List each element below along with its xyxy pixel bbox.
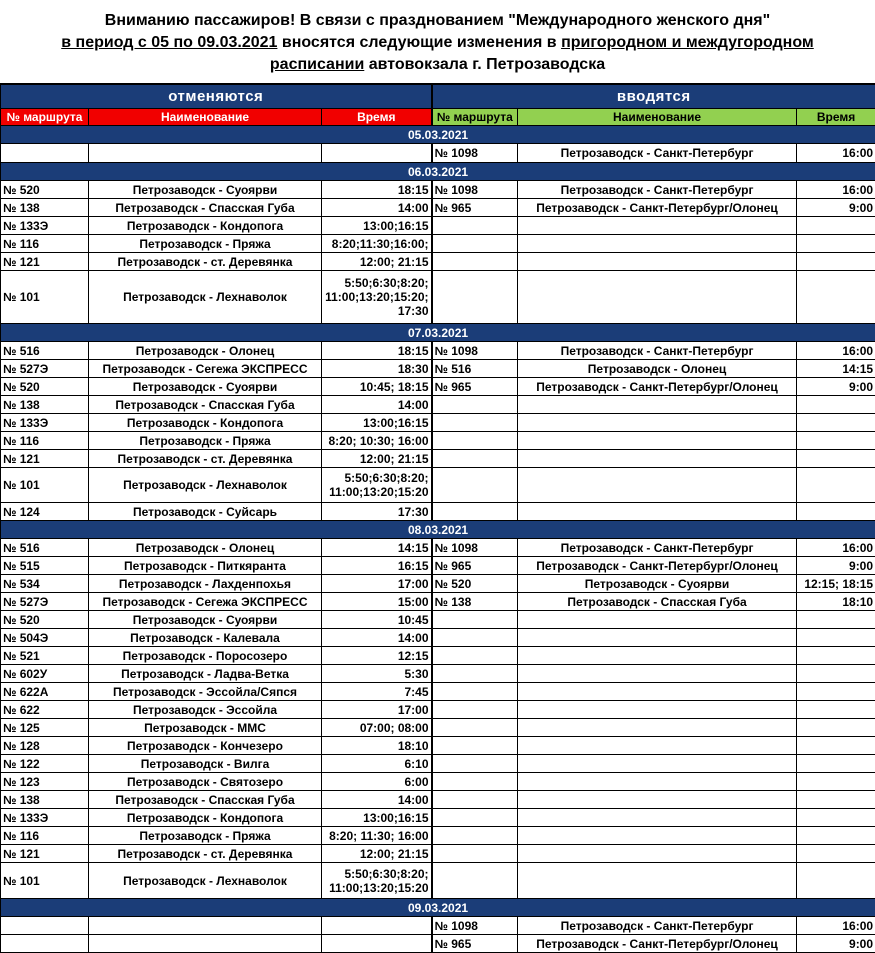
introduced-time: [797, 235, 875, 253]
introduced-route-no: [432, 414, 518, 432]
cancelled-time: 8:20;11:30;16:00;: [322, 235, 432, 253]
notice-line-1-text: Вниманию пассажиров! В связи с празднованием "Международного женского дня": [105, 12, 770, 29]
date-label: 08.03.2021: [1, 521, 875, 539]
cancelled-time: 07:00; 08:00: [322, 719, 432, 737]
introduced-route-name: [518, 611, 797, 629]
introduced-route-no: № 516: [432, 360, 518, 378]
cancelled-time: 12:00; 21:15: [322, 845, 432, 863]
table-row: [1, 917, 875, 935]
cancelled-route-name: Петрозаводск - Суоярви: [89, 611, 322, 629]
cancelled-route-name: Петрозаводск - Пряжа: [89, 235, 322, 253]
cancelled-time: 12:00; 21:15: [322, 253, 432, 271]
introduced-route-no-header: № маршрута: [432, 109, 518, 126]
table-row: [1, 396, 875, 414]
notice-line-1: [0, 11, 875, 30]
cancelled-time: [322, 863, 432, 899]
cancelled-route-no: № 520: [1, 611, 89, 629]
cancelled-route-no: № 504Э: [1, 629, 89, 647]
table-row: [1, 557, 875, 575]
introduced-time: 16:00: [797, 539, 875, 557]
introduced-route-name: [518, 791, 797, 809]
cancelled-route-name: Петрозаводск - Олонец: [89, 342, 322, 360]
date-row: [1, 126, 875, 144]
cancelled-route-no: № 124: [1, 503, 89, 521]
introduced-time: [797, 503, 875, 521]
table-row: [1, 253, 875, 271]
cancelled-route-name: [89, 935, 322, 953]
cancelled-time: 14:15: [322, 539, 432, 557]
table-row: [1, 450, 875, 468]
introduced-route-name: [518, 629, 797, 647]
table-row: [1, 342, 875, 360]
introduced-time: 16:00: [797, 342, 875, 360]
cancelled-time: 6:10: [322, 755, 432, 773]
cancelled-route-name: Петрозаводск - Спасская Губа: [89, 791, 322, 809]
table-row: [1, 144, 875, 163]
cancelled-route-no: № 125: [1, 719, 89, 737]
introduced-route-no: [432, 791, 518, 809]
notice-line-3: [0, 55, 875, 74]
cancelled-route-name: Петрозаводск - Святозеро: [89, 773, 322, 791]
introduced-name-header: Наименование: [518, 109, 797, 126]
table-row: [1, 629, 875, 647]
introduced-route-name: Петрозаводск - Санкт-Петербург: [518, 342, 797, 360]
introduced-route-no: [432, 827, 518, 845]
table-row: [1, 539, 875, 557]
date-label: 09.03.2021: [1, 899, 875, 917]
introduced-time: 9:00: [797, 935, 875, 953]
schedule-changes-table: [0, 84, 875, 953]
table-row: [1, 235, 875, 253]
cancelled-route-no: № 138: [1, 199, 89, 217]
notice-header: [0, 0, 875, 84]
introduced-route-name: Петрозаводск - Санкт-Петербург: [518, 144, 797, 163]
introduced-time: [797, 773, 875, 791]
cancelled-time-line: 11:00;13:20;15:20: [324, 485, 429, 499]
introduced-time: [797, 683, 875, 701]
introduced-time: [797, 217, 875, 235]
introduced-route-no: № 1098: [432, 917, 518, 935]
cancelled-route-name: Петрозаводск - Лехнаволок: [89, 468, 322, 503]
introduced-route-no: [432, 253, 518, 271]
cancelled-route-name: Петрозаводск - Олонец: [89, 539, 322, 557]
introduced-route-name: [518, 647, 797, 665]
introduced-route-no: № 965: [432, 557, 518, 575]
introduced-route-name: [518, 773, 797, 791]
notice-line-2-text: вносятся следующие изменения в: [277, 34, 561, 51]
cancelled-route-name: Петрозаводск - Эссойла/Сяпся: [89, 683, 322, 701]
table-row: [1, 217, 875, 235]
date-row: [1, 521, 875, 539]
table-row: [1, 360, 875, 378]
cancelled-time: 12:15: [322, 647, 432, 665]
cancelled-route-name: Петрозаводск - Эссойла: [89, 701, 322, 719]
cancelled-route-name: Петрозаводск - Вилга: [89, 755, 322, 773]
table-row: [1, 468, 875, 503]
cancelled-time: 17:30: [322, 503, 432, 521]
table-row: [1, 809, 875, 827]
cancelled-route-no: № 121: [1, 253, 89, 271]
cancelled-time: 15:00: [322, 593, 432, 611]
cancelled-time: 17:00: [322, 701, 432, 719]
introduced-route-name: [518, 432, 797, 450]
cancelled-route-name: Петрозаводск - ст. Деревянка: [89, 845, 322, 863]
introduced-time: 9:00: [797, 199, 875, 217]
introduced-route-no: № 138: [432, 593, 518, 611]
introduced-route-no: № 1098: [432, 181, 518, 199]
introduced-route-no: № 965: [432, 935, 518, 953]
cancelled-route-no: № 121: [1, 845, 89, 863]
introduced-route-name: [518, 503, 797, 521]
cancelled-route-name: Петрозаводск - ММС: [89, 719, 322, 737]
cancelled-time-line: 17:30: [324, 304, 429, 318]
cancelled-route-no: № 116: [1, 827, 89, 845]
cancelled-route-name: Петрозаводск - Пряжа: [89, 432, 322, 450]
cancelled-time: 14:00: [322, 791, 432, 809]
introduced-route-name: [518, 719, 797, 737]
cancelled-time: 18:30: [322, 360, 432, 378]
cancelled-time: 14:00: [322, 396, 432, 414]
introduced-route-name: [518, 271, 797, 324]
table-row: [1, 773, 875, 791]
table-row: [1, 863, 875, 899]
cancelled-route-no: № 516: [1, 539, 89, 557]
introduced-route-name: Петрозаводск - Санкт-Петербург: [518, 917, 797, 935]
date-label: 05.03.2021: [1, 126, 875, 144]
table-row: [1, 665, 875, 683]
table-row: [1, 611, 875, 629]
cancelled-time-line: 5:50;6:30;8:20;: [324, 276, 429, 290]
introduced-route-no: № 965: [432, 378, 518, 396]
introduced-time: 16:00: [797, 917, 875, 935]
table-row: [1, 414, 875, 432]
cancelled-time: 5:30: [322, 665, 432, 683]
cancelled-time: 16:15: [322, 557, 432, 575]
cancelled-route-name: Петрозаводск - Суоярви: [89, 378, 322, 396]
cancelled-header: отменяются: [1, 85, 432, 109]
cancelled-time: 12:00; 21:15: [322, 450, 432, 468]
introduced-route-name: [518, 450, 797, 468]
introduced-time: [797, 450, 875, 468]
cancelled-route-no: № 622А: [1, 683, 89, 701]
introduced-route-name: [518, 701, 797, 719]
introduced-route-no: [432, 773, 518, 791]
introduced-route-name: Петрозаводск - Санкт-Петербург/Олонец: [518, 557, 797, 575]
cancelled-route-name: Петрозаводск - ст. Деревянка: [89, 450, 322, 468]
cancelled-route-no: № 622: [1, 701, 89, 719]
cancelled-route-name: Петрозаводск - Сегежа ЭКСПРЕСС: [89, 360, 322, 378]
cancelled-route-name: Петрозаводск - Спасская Губа: [89, 396, 322, 414]
introduced-route-name: Петрозаводск - Санкт-Петербург/Олонец: [518, 199, 797, 217]
introduced-time: [797, 396, 875, 414]
introduced-route-name: [518, 253, 797, 271]
introduced-route-no: № 520: [432, 575, 518, 593]
introduced-route-name: [518, 414, 797, 432]
date-row: [1, 324, 875, 342]
introduced-route-name: [518, 217, 797, 235]
introduced-route-name: [518, 683, 797, 701]
table-row: [1, 199, 875, 217]
cancelled-time: 8:20; 10:30; 16:00: [322, 432, 432, 450]
cancelled-route-no: № 521: [1, 647, 89, 665]
notice-period: в период с 05 по 09.03.2021: [61, 34, 277, 51]
introduced-route-no: [432, 755, 518, 773]
introduced-time: [797, 737, 875, 755]
introduced-time: 14:15: [797, 360, 875, 378]
cancelled-time: 6:00: [322, 773, 432, 791]
notice-station: автовокзала г. Петрозаводска: [364, 56, 605, 73]
introduced-route-name: [518, 737, 797, 755]
table-row: [1, 719, 875, 737]
cancelled-route-no: № 122: [1, 755, 89, 773]
introduced-route-name: Петрозаводск - Санкт-Петербург/Олонец: [518, 378, 797, 396]
cancelled-time: 10:45: [322, 611, 432, 629]
introduced-time: [797, 611, 875, 629]
cancelled-route-name: Петрозаводск - Кондопога: [89, 217, 322, 235]
cancelled-route-no: № 133Э: [1, 217, 89, 235]
introduced-time: [797, 271, 875, 324]
column-header-row: [1, 109, 875, 126]
date-label: 07.03.2021: [1, 324, 875, 342]
cancelled-route-no: № 121: [1, 450, 89, 468]
date-row: [1, 163, 875, 181]
cancelled-route-name: Петрозаводск - Кондопога: [89, 414, 322, 432]
introduced-route-no: [432, 503, 518, 521]
cancelled-route-no: [1, 144, 89, 163]
cancelled-route-no: № 116: [1, 235, 89, 253]
date-label: 06.03.2021: [1, 163, 875, 181]
cancelled-route-name: Петрозаводск - Спасская Губа: [89, 199, 322, 217]
cancelled-route-no: № 520: [1, 181, 89, 199]
cancelled-time: [322, 935, 432, 953]
introduced-route-no: [432, 683, 518, 701]
cancelled-route-name: Петрозаводск - Сегежа ЭКСПРЕСС: [89, 593, 322, 611]
notice-schedule-type: пригородном и междугородном: [561, 34, 814, 51]
introduced-route-no: [432, 701, 518, 719]
cancelled-route-name: Петрозаводск - Лехнаволок: [89, 271, 322, 324]
introduced-route-no: [432, 719, 518, 737]
cancelled-route-no: № 534: [1, 575, 89, 593]
introduced-time: [797, 647, 875, 665]
table-row: [1, 575, 875, 593]
introduced-route-name: [518, 468, 797, 503]
introduced-route-no: [432, 217, 518, 235]
table-row: [1, 755, 875, 773]
section-header-row: [1, 85, 875, 109]
cancelled-route-name: [89, 144, 322, 163]
cancelled-route-no: № 133Э: [1, 414, 89, 432]
table-row: [1, 271, 875, 324]
introduced-route-name: [518, 809, 797, 827]
introduced-route-no: [432, 432, 518, 450]
introduced-time: [797, 701, 875, 719]
table-row: [1, 503, 875, 521]
cancelled-route-name: Петрозаводск - Лехнаволок: [89, 863, 322, 899]
table-row: [1, 845, 875, 863]
table-row: [1, 181, 875, 199]
cancelled-time: [322, 468, 432, 503]
date-row: [1, 899, 875, 917]
table-row: [1, 791, 875, 809]
cancelled-time: 14:00: [322, 199, 432, 217]
cancelled-time: 8:20; 11:30; 16:00: [322, 827, 432, 845]
introduced-route-no: [432, 611, 518, 629]
introduced-route-name: Петрозаводск - Санкт-Петербург: [518, 539, 797, 557]
table-row: [1, 701, 875, 719]
table-row: [1, 647, 875, 665]
cancelled-time-line: 5:50;6:30;8:20;: [324, 471, 429, 485]
introduced-route-name: [518, 755, 797, 773]
introduced-time: [797, 791, 875, 809]
introduced-header: вводятся: [432, 85, 875, 109]
cancelled-time-header: Время: [322, 109, 432, 126]
introduced-route-name: [518, 845, 797, 863]
cancelled-route-name: Петрозаводск - Ладва-Ветка: [89, 665, 322, 683]
cancelled-route-name: Петрозаводск - Лахденпохья: [89, 575, 322, 593]
cancelled-time: 17:00: [322, 575, 432, 593]
introduced-time: [797, 665, 875, 683]
introduced-time: 9:00: [797, 557, 875, 575]
cancelled-route-no: [1, 935, 89, 953]
introduced-time: [797, 755, 875, 773]
introduced-route-no: [432, 629, 518, 647]
cancelled-time: [322, 271, 432, 324]
introduced-route-no: [432, 665, 518, 683]
cancelled-time: 18:15: [322, 181, 432, 199]
introduced-time-header: Время: [797, 109, 875, 126]
introduced-time: [797, 809, 875, 827]
introduced-time: 9:00: [797, 378, 875, 396]
cancelled-route-no: № 133Э: [1, 809, 89, 827]
introduced-time: 12:15; 18:15: [797, 575, 875, 593]
introduced-route-no: № 1098: [432, 539, 518, 557]
cancelled-time: [322, 144, 432, 163]
cancelled-route-no-header: № маршрута: [1, 109, 89, 126]
introduced-route-name: Петрозаводск - Суоярви: [518, 575, 797, 593]
introduced-route-no: [432, 396, 518, 414]
cancelled-time-line: 5:50;6:30;8:20;: [324, 867, 429, 881]
introduced-route-name: [518, 665, 797, 683]
table-row: [1, 827, 875, 845]
cancelled-route-no: № 138: [1, 396, 89, 414]
notice-line-2: [0, 33, 875, 52]
introduced-time: [797, 863, 875, 899]
cancelled-route-name: Петрозаводск - Пряжа: [89, 827, 322, 845]
cancelled-route-no: № 602У: [1, 665, 89, 683]
introduced-route-no: [432, 737, 518, 755]
cancelled-time: 18:10: [322, 737, 432, 755]
introduced-route-name: Петрозаводск - Олонец: [518, 360, 797, 378]
table-row: [1, 593, 875, 611]
cancelled-route-no: № 527Э: [1, 360, 89, 378]
cancelled-time: 18:15: [322, 342, 432, 360]
introduced-time: [797, 468, 875, 503]
introduced-route-name: [518, 235, 797, 253]
cancelled-route-no: № 515: [1, 557, 89, 575]
introduced-route-no: [432, 647, 518, 665]
cancelled-route-name: Петрозаводск - Суйсарь: [89, 503, 322, 521]
introduced-route-name: Петрозаводск - Санкт-Петербург/Олонец: [518, 935, 797, 953]
cancelled-time-line: 11:00;13:20;15:20;: [324, 290, 429, 304]
introduced-time: [797, 414, 875, 432]
introduced-time: [797, 629, 875, 647]
notice-schedule-word: расписании: [270, 56, 364, 73]
cancelled-route-name: Петрозаводск - Кончезеро: [89, 737, 322, 755]
introduced-route-no: [432, 809, 518, 827]
introduced-route-name: [518, 827, 797, 845]
cancelled-time: 10:45; 18:15: [322, 378, 432, 396]
cancelled-time-line: 11:00;13:20;15:20: [324, 881, 429, 895]
cancelled-route-no: [1, 917, 89, 935]
introduced-route-no: № 965: [432, 199, 518, 217]
cancelled-route-name: Петрозаводск - Питкяранта: [89, 557, 322, 575]
cancelled-route-name: Петрозаводск - Суоярви: [89, 181, 322, 199]
introduced-route-name: Петрозаводск - Спасская Губа: [518, 593, 797, 611]
cancelled-time: [322, 917, 432, 935]
introduced-route-no: [432, 863, 518, 899]
cancelled-time: 13:00;16:15: [322, 414, 432, 432]
cancelled-route-name: Петрозаводск - Поросозеро: [89, 647, 322, 665]
cancelled-name-header: Наименование: [89, 109, 322, 126]
cancelled-route-no: № 101: [1, 468, 89, 503]
cancelled-route-no: № 520: [1, 378, 89, 396]
cancelled-route-name: Петрозаводск - ст. Деревянка: [89, 253, 322, 271]
table-row: [1, 378, 875, 396]
table-row: [1, 737, 875, 755]
introduced-route-no: [432, 845, 518, 863]
cancelled-time: 13:00;16:15: [322, 809, 432, 827]
cancelled-route-name: Петрозаводск - Кондопога: [89, 809, 322, 827]
introduced-route-no: [432, 271, 518, 324]
cancelled-time: 13:00;16:15: [322, 217, 432, 235]
cancelled-route-name: [89, 917, 322, 935]
introduced-route-name: [518, 396, 797, 414]
cancelled-route-name: Петрозаводск - Калевала: [89, 629, 322, 647]
introduced-time: [797, 253, 875, 271]
cancelled-route-no: № 527Э: [1, 593, 89, 611]
table-row: [1, 683, 875, 701]
introduced-time: [797, 719, 875, 737]
introduced-time: [797, 827, 875, 845]
cancelled-route-no: № 123: [1, 773, 89, 791]
cancelled-route-no: № 128: [1, 737, 89, 755]
introduced-time: 18:10: [797, 593, 875, 611]
introduced-time: [797, 845, 875, 863]
table-row: [1, 432, 875, 450]
cancelled-route-no: № 516: [1, 342, 89, 360]
introduced-time: 16:00: [797, 144, 875, 163]
introduced-route-no: № 1098: [432, 342, 518, 360]
cancelled-route-no: № 101: [1, 863, 89, 899]
introduced-route-name: Петрозаводск - Санкт-Петербург: [518, 181, 797, 199]
introduced-time: 16:00: [797, 181, 875, 199]
table-row: [1, 935, 875, 953]
introduced-route-no: [432, 450, 518, 468]
cancelled-route-no: № 138: [1, 791, 89, 809]
cancelled-route-no: № 101: [1, 271, 89, 324]
introduced-route-no: № 1098: [432, 144, 518, 163]
introduced-route-no: [432, 235, 518, 253]
cancelled-route-no: № 116: [1, 432, 89, 450]
cancelled-time: 7:45: [322, 683, 432, 701]
cancelled-time: 14:00: [322, 629, 432, 647]
introduced-route-name: [518, 863, 797, 899]
introduced-time: [797, 432, 875, 450]
introduced-route-no: [432, 468, 518, 503]
